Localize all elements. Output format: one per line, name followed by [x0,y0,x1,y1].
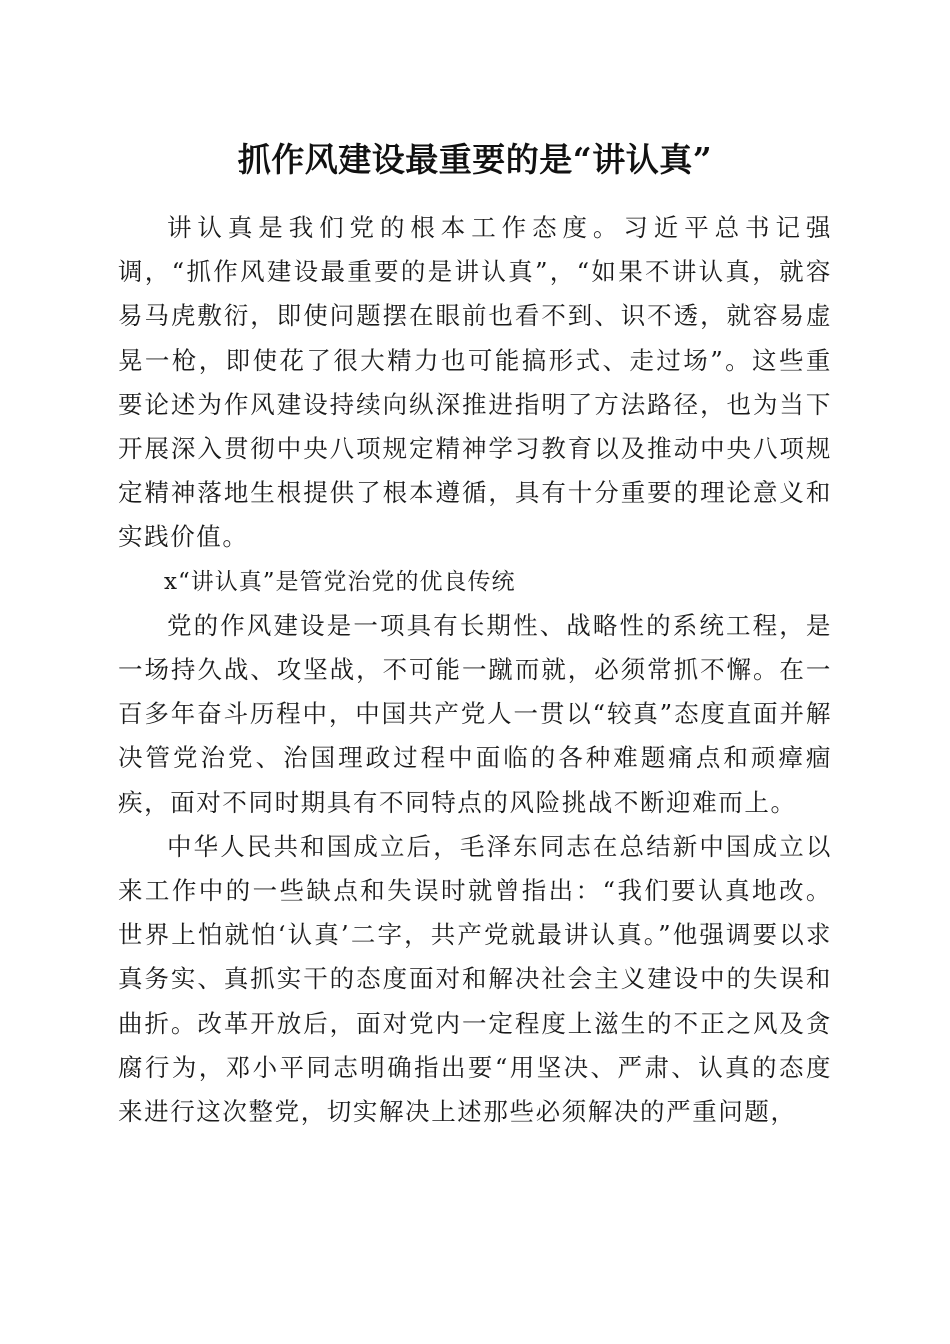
paragraph-intro: 讲认真是我们党的根本工作态度。习近平总书记强调，“抓作风建设最重要的是讲认真”，“如果不讲认真，就容易马虎敷衍，即使问题摆在眼前也看不到、识不透，就容易虚晃一枪，即使花了很大精力也可能搞形式、走过场”。这些重要论述为作风建设持续向纵深推进指明了方法路径，也为当下开展深入贯彻中央八项规定精神学习教育以及推动中央八项规定精神落地生根提供了根本遵循，具有十分重要的理论意义和实践价值。 [118,213,832,552]
paragraph-history: 中华人民共和国成立后，毛泽东同志在总结新中国成立以来工作中的一些缺点和失误时就曾指出：“我们要认真地改。世界上怕就怕‘认真’二字，共产党就最讲认真。”他强调要以求真务实、真抓实干的态度面对和解决社会主义建设中的失误和曲折。改革开放后，面对党内一定程度上滋生的不正之风及贪腐行为，邓小平同志明确指出要“用坚决、严肃、认真的态度来进行这次整党，切实解决上述那些必须解决的严重问题， [118,831,832,1127]
document-body [118,206,832,1134]
paragraph-work-style: 党的作风建设是一项具有长期性、战略性的系统工程，是一场持久战、攻坚战，不可能一蹴而就，必须常抓不懈。在一百多年奋斗历程中，中国共产党人一贯以“较真”态度直面并解决管党治党、治国理政过程中面临的各种难题痛点和顽瘴痼疾，面对不同时期具有不同特点的风险挑战不断迎难而上。 [118,610,832,817]
document-title: 抓作风建设最重要的是“讲认真” [237,140,713,179]
section-heading: x“讲认真”是管党治党的优良传统 [164,568,516,595]
